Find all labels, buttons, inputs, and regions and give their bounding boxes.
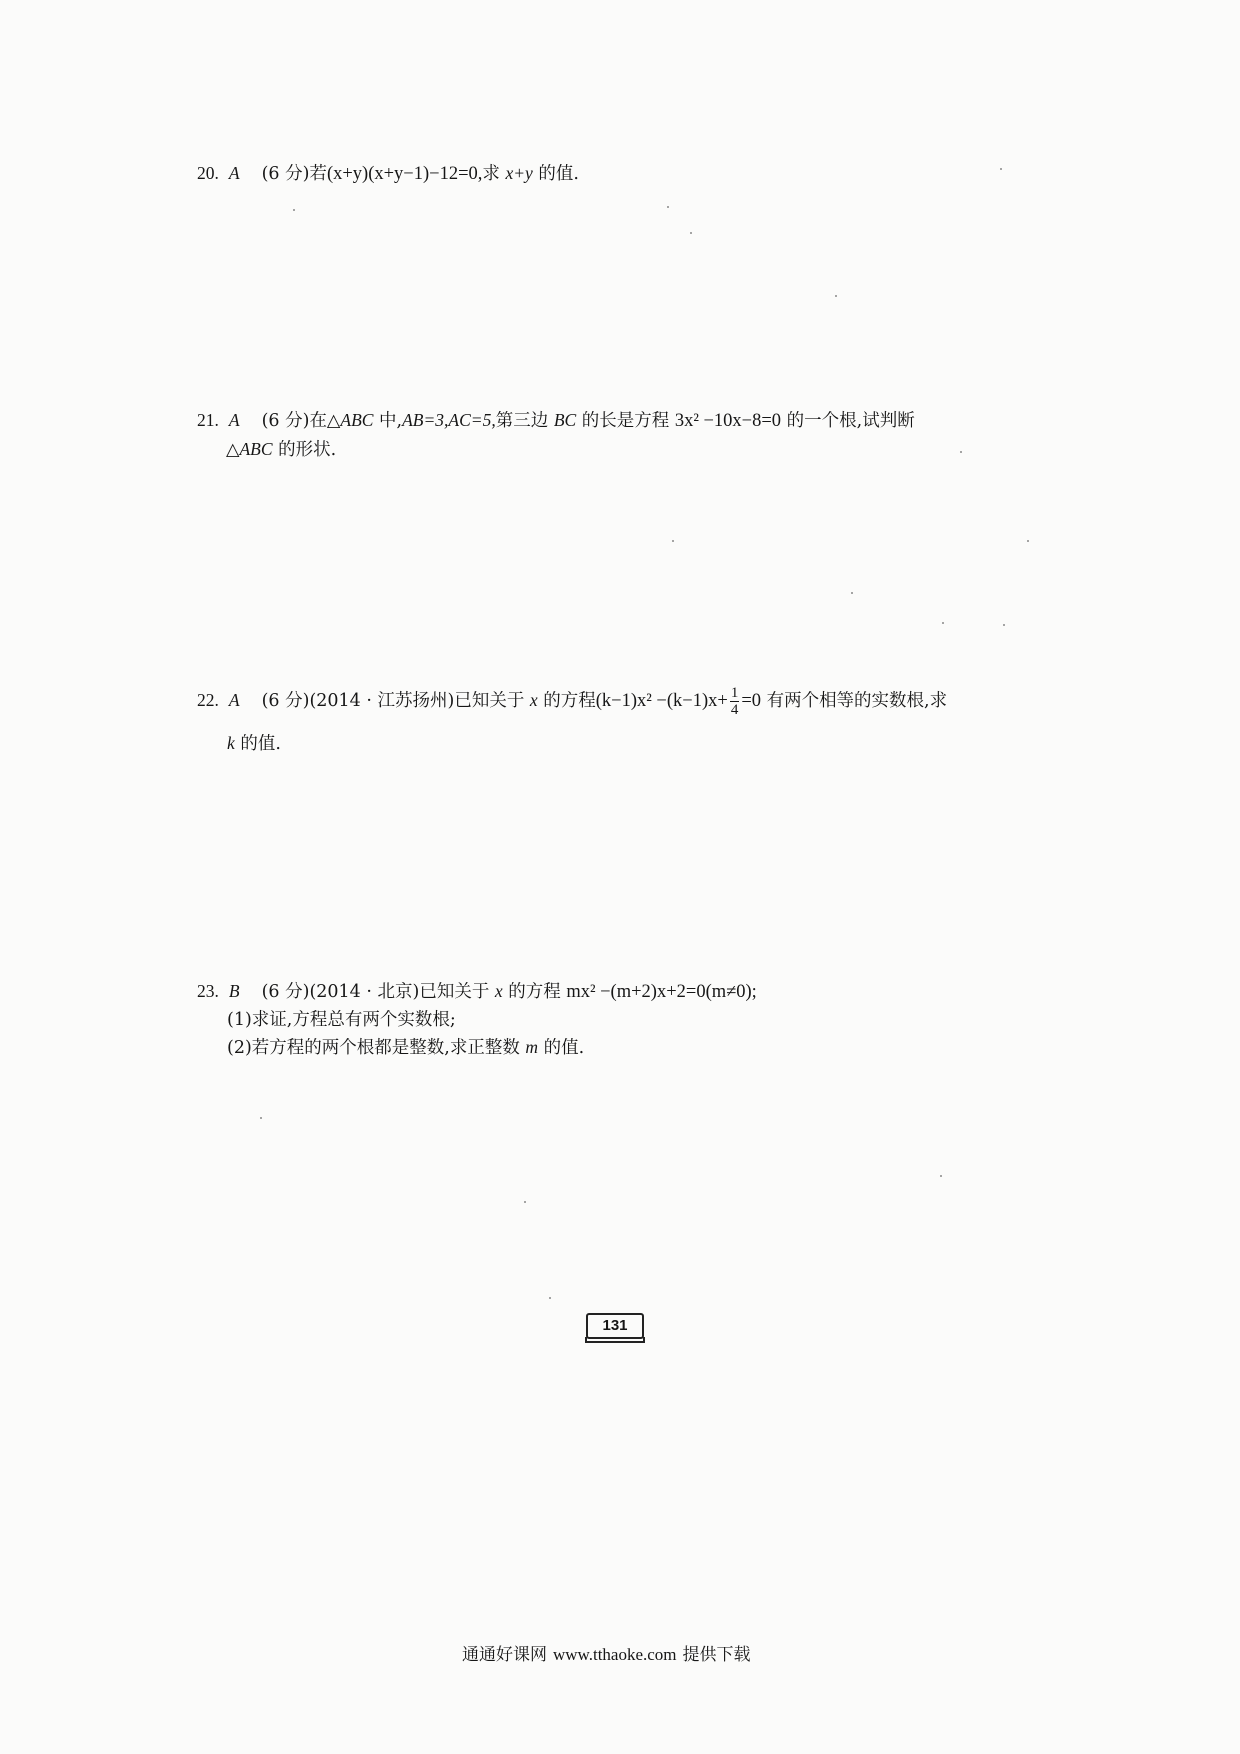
question-score: (6 分) [261, 164, 310, 184]
question-line-2 [226, 436, 336, 461]
variable: m [525, 1037, 539, 1057]
side-name: BC [553, 410, 577, 430]
footer-suffix: 提供下载 [682, 1645, 751, 1665]
question-part-2 [227, 1034, 584, 1059]
question-text: 中, [373, 411, 403, 431]
scan-speck [1003, 624, 1005, 626]
question-text: 已知关于 [419, 982, 495, 1002]
question-line-1 [197, 407, 915, 432]
question-number: 22. [197, 690, 219, 710]
scan-speck [690, 232, 692, 234]
page-number-badge [586, 1313, 644, 1339]
scan-speck [524, 1201, 526, 1203]
scan-speck [960, 451, 962, 453]
question-text: 的方程 [537, 691, 596, 711]
triangle-name: ABC [340, 410, 374, 430]
variable: k [227, 733, 235, 753]
equation: mx² −(m+2)x+2=0(m≠0); [566, 982, 757, 1002]
footer-url: www.tthaoke.com [553, 1645, 677, 1664]
question-number: 23. [197, 981, 219, 1001]
target-expression: x+y [505, 163, 533, 183]
fraction [730, 685, 740, 718]
question-text: 的方程 [502, 982, 567, 1002]
scan-speck [672, 540, 674, 542]
question-text: 第三边 [495, 411, 554, 431]
difficulty-level: A [228, 410, 240, 430]
question-line-2 [227, 730, 281, 755]
difficulty-level: A [228, 690, 240, 710]
question-text: 若 [309, 164, 327, 184]
page-number: 131 [602, 1317, 628, 1334]
fraction-denominator: 4 [730, 702, 739, 718]
question-text: 的长是方程 [576, 411, 675, 431]
scan-speck [1027, 540, 1029, 542]
footer-site-name: 通通好课网 [462, 1645, 547, 1665]
triangle-name: ABC [239, 439, 273, 459]
question-part-1: (1)求证,方程总有两个实数根; [227, 1010, 456, 1030]
question-number: 21. [197, 410, 219, 430]
question-score: (6 分) [261, 691, 310, 711]
difficulty-level: A [228, 163, 240, 183]
question-text: 的值. [532, 164, 579, 184]
scan-speck [293, 209, 295, 211]
equation: 3x² −10x−8=0 [674, 411, 782, 431]
question-line-1 [197, 978, 757, 1003]
scan-speck [942, 622, 944, 624]
scan-speck [940, 1175, 942, 1177]
fraction-numerator: 1 [730, 685, 739, 701]
scan-speck [667, 206, 669, 208]
equation-end: =0 [741, 691, 761, 711]
scan-speck [549, 1297, 551, 1299]
question-text: 在△ [309, 411, 341, 431]
difficulty-level: B [228, 981, 240, 1001]
question-text: 的形状. [272, 440, 337, 460]
scan-speck [260, 1117, 262, 1119]
equation: (k−1)x² −(k−1)x+ [595, 691, 728, 711]
side-lengths: AB=3,AC=5, [402, 410, 496, 430]
question-text: 的一个根,试判断 [781, 411, 915, 431]
question-text: 已知关于 [454, 691, 530, 711]
equation: (x+y)(x+y−1)−12=0, [326, 164, 483, 184]
question-text: 求 [482, 164, 506, 184]
question-text: (2)若方程的两个根都是整数,求正整数 [227, 1038, 526, 1058]
triangle-symbol: △ [226, 440, 240, 460]
question-20 [197, 160, 579, 185]
footer-credit [462, 1640, 751, 1665]
variable: x [494, 981, 503, 1001]
question-text: 有两个相等的实数根,求 [761, 691, 948, 711]
question-score: (6 分) [261, 982, 310, 1002]
scan-speck [851, 592, 853, 594]
scan-speck [835, 295, 837, 297]
variable: x [529, 690, 538, 710]
question-number: 20. [197, 163, 219, 183]
question-text: 的值. [538, 1038, 585, 1058]
question-line-1 [197, 685, 947, 718]
question-source: (2014 · 江苏扬州) [309, 691, 455, 711]
question-source: (2014 · 北京) [309, 982, 420, 1002]
scan-speck [1000, 168, 1002, 170]
question-score: (6 分) [261, 411, 310, 431]
question-text: 的值. [234, 734, 281, 754]
